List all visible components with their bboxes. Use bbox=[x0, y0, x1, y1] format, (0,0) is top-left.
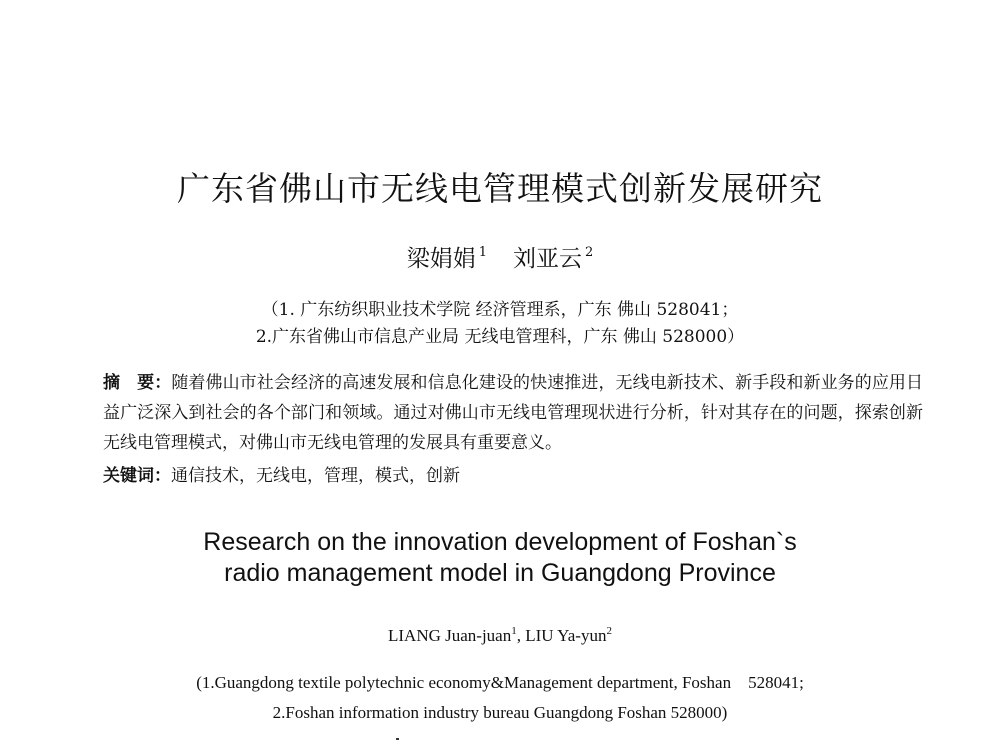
author-name: 刘亚云 bbox=[513, 246, 582, 272]
english-title bbox=[0, 527, 1000, 589]
english-author-mark: 1 bbox=[511, 625, 517, 637]
author-separator: , bbox=[516, 626, 526, 645]
author-name: 梁娟娟 bbox=[406, 246, 476, 272]
abstract-label: 摘 要： bbox=[103, 373, 172, 393]
chinese-title: 广东省佛山市无线电管理模式创新发展研究 bbox=[177, 169, 823, 208]
keywords-text: 通信技术，无线电，管理，模式，创新 bbox=[171, 466, 460, 486]
author-affiliation-mark: 2 bbox=[585, 245, 594, 260]
chinese-authors bbox=[0, 240, 1000, 273]
chinese-keywords bbox=[103, 461, 923, 486]
english-title-line-1: Research on the innovation development of Foshan`s bbox=[203, 528, 797, 556]
english-author-name: LIANG Juan-juan bbox=[388, 626, 512, 645]
keywords-label: 关键词： bbox=[103, 466, 171, 486]
english-affiliation-1: (1.Guangdong textile polytechnic economy&Management department, Foshan 528041; bbox=[196, 673, 804, 692]
chinese-abstract bbox=[103, 368, 923, 458]
english-title-line-2: radio management model in Guangdong Province bbox=[224, 559, 776, 587]
chinese-affiliation-2: 2.广东省佛山市信息产业局 无线电管理科，广东 佛山 528000） bbox=[255, 327, 745, 347]
english-affiliation-2: 2.Foshan information industry bureau Guangdong Foshan 528000) bbox=[272, 703, 728, 722]
chinese-affiliation-1: （1. 广东纺织职业技术学院 经济管理系，广东 佛山 528041； bbox=[261, 300, 739, 320]
english-authors bbox=[0, 625, 1000, 646]
author-affiliation-mark: 1 bbox=[478, 245, 487, 260]
scan-mark bbox=[396, 738, 399, 740]
english-author-name: LIU Ya-yun bbox=[525, 626, 607, 645]
english-author-mark: 2 bbox=[606, 625, 612, 637]
abstract-text: 随着佛山市社会经济的高速发展和信息化建设的快速推进，无线电新技术、新手段和新业务的应用日益广泛深入到社会的各个部门和领域。通过对佛山市无线电管理现状进行分析，针对其存在的问题，探索创新无线电管理模式，对佛山市无线电管理的发展具有重要意义。 bbox=[103, 373, 924, 453]
